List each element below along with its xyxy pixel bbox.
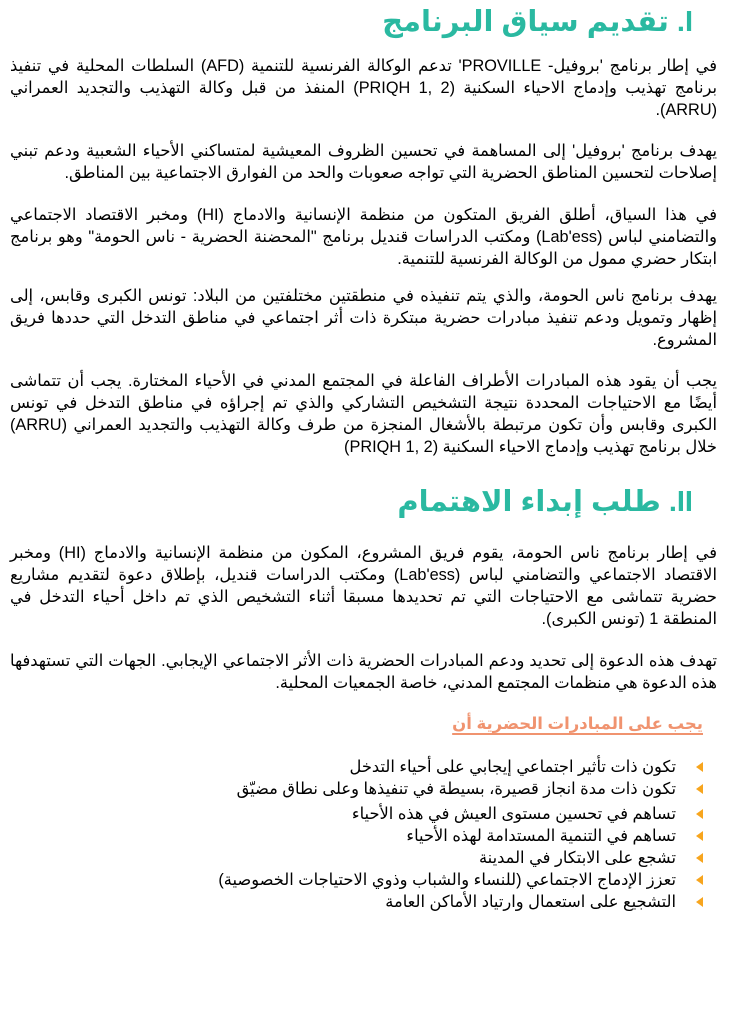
list-item-text: تكون ذات مدة انجاز قصيرة، بسيطة في تنفيذها وعلى نطاق مضيّق — [236, 780, 676, 798]
section-1-paragraph-4: يهدف برنامج ناس الحومة، والذي يتم تنفيذه في منطقتين مختلفتين من البلاد: تونس الكبرى وقابس، إلى إظهار وتمويل ودعم تنفيذ مبادرات حضرية مبتكرة ذات أثر اجتماعي في مناطق التدخل التي حددها فريق المشروع. — [10, 287, 717, 349]
section-1-number: I. — [676, 6, 693, 38]
section-2-heading — [397, 482, 705, 522]
list-item-text: التشجيع على استعمال وارتياد الأماكن العامة — [385, 893, 676, 911]
triangle-left-icon — [696, 897, 703, 907]
section-1-heading — [382, 2, 705, 42]
section-2-title: طلب إبداء الاهتمام — [397, 486, 661, 518]
criteria-list — [218, 756, 705, 913]
list-item — [218, 803, 705, 825]
criteria-subheading: يجب على المبادرات الحضرية أن — [452, 715, 703, 733]
section-1-paragraph-2: يهدف برنامج 'بروفيل' إلى المساهمة في تحسين الظروف المعيشية لمتساكني الأحياء الشعبية ودعم تبني إصلاحات لتحسين المناطق الحضرية التي تواجه صعوبات والحد من الفوارق الاجتماعية بين المناطق. — [10, 142, 717, 182]
section-2-paragraph-2: تهدف هذه الدعوة إلى تحديد ودعم المبادرات الحضرية ذات الأثر الاجتماعي الإيجابي. الجهات التي تستهدفها هذه الدعوة هي منظمات المجتمع المدني، خاصة الجمعيات المحلية. — [10, 652, 717, 692]
section-2-paragraph-1: في إطار برنامج ناس الحومة، يقوم فريق المشروع، المكون من منظمة الإنسانية والادماج (HI) ومخبر الاقتصاد الاجتماعي والتضامني لباس (Lab'ess) ومكتب الدراسات قنديل، بإطلاق دعوة لتقديم مشاريع حضرية تتماشى مع الاحتياجات التي تم تحديدها مسبقا أثناء التشخيص الذي تم داخل أحياء التدخل في المنطقة 1 (تونس الكبرى). — [10, 544, 717, 628]
list-item — [218, 825, 705, 847]
section-1-paragraph-5: يجب أن يقود هذه المبادرات الأطراف الفاعلة في المجتمع المدني في الأحياء المختارة. يجب أن تتماشى أيضًا مع الاحتياجات المحددة نتيجة التشخيص التشاركي والذي تم إجراؤه في مناطق التدخل في تونس الكبرى وقابس وأن تكون مرتبطة بالأشغال المنجزة من طرف وكالة التهذيب والتجديد العمراني (ARRU) خلال برنامج تهذيب وإدماج الاحياء السكنية (PRIQH 1, 2) — [10, 372, 717, 456]
list-item — [218, 756, 705, 778]
list-item-text: تساهم في تحسين مستوى العيش في هذه الأحياء — [351, 805, 676, 823]
list-item — [218, 847, 705, 869]
list-item-text: تساهم في التنمية المستدامة لهذه الأحياء — [406, 827, 676, 845]
list-item — [218, 869, 705, 891]
section-2-number: II. — [668, 486, 693, 518]
triangle-left-icon — [696, 831, 703, 841]
triangle-left-icon — [696, 809, 703, 819]
section-1-paragraph-1: في إطار برنامج 'بروفيل- PROVILLE' تدعم الوكالة الفرنسية للتنمية (AFD) السلطات المحلية في تنفيذ برنامج تهذيب وإدماج الاحياء السكنية (PRIQH 1, 2) المنفذ من قبل وكالة التهذيب والتجديد العمراني (ARRU). — [10, 57, 717, 119]
triangle-left-icon — [696, 762, 703, 772]
list-item — [218, 891, 705, 913]
list-item-text: تعزز الإدماج الاجتماعي (للنساء والشباب وذوي الاحتياجات الخصوصية) — [218, 871, 676, 889]
list-item — [218, 778, 705, 800]
triangle-left-icon — [696, 853, 703, 863]
section-1-paragraph-3: في هذا السياق، أطلق الفريق المتكون من منظمة الإنسانية والادماج (HI) ومخبر الاقتصاد الاجتماعي والتضامني لباس (Lab'ess) ومكتب الدراسات قنديل برنامج "المحضنة الحضرية - ناس الحومة" وهو برنامج ابتكار حضري ممول من الوكالة الفرنسية للتنمية. — [10, 206, 717, 268]
triangle-left-icon — [696, 875, 703, 885]
list-item-text: تشجع على الابتكار في المدينة — [478, 849, 676, 867]
list-item-text: تكون ذات تأثير اجتماعي إيجابي على أحياء التدخل — [349, 758, 676, 776]
triangle-left-icon — [696, 784, 703, 794]
section-1-title: تقديم سياق البرنامج — [382, 6, 669, 38]
